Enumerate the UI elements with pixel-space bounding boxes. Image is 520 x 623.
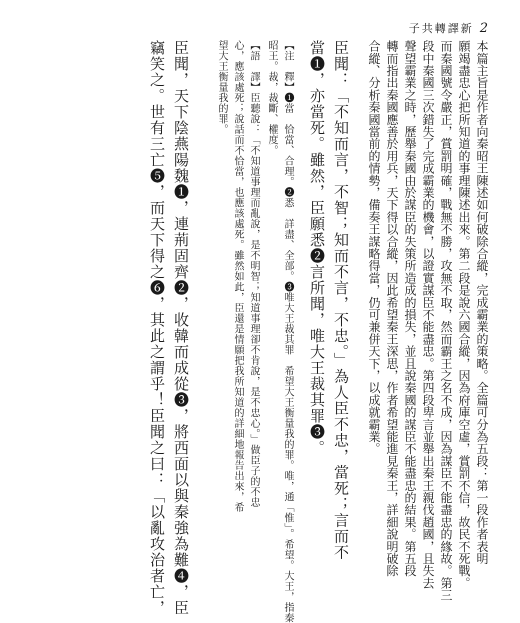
running-title: 子共轉譯新 <box>408 22 474 35</box>
intro-line-7: 合縱、分析秦國當前的情勢，備奏王謀略得當，仍可兼併天下，以成就霸業。 <box>367 40 381 455</box>
original-text-line-3: 臣聞，天下陰燕陽魏❶，連荊固齊❷，收韓而成從❸，將西面以與秦強為難❹，臣 <box>172 40 190 616</box>
intro-line-5: 聲望霸業之時，歷舉秦國由於謀臣的失策所造成的損失，並且說秦國的謀臣不能盡忠的結果。第五段 <box>403 40 417 577</box>
page-number: 2 <box>479 21 490 36</box>
page-header <box>409 20 490 36</box>
translation-line-1: 【語 譯】臣聽說：「不知道事理而亂說，是不明智；知道事理卻不肯說，是不忠心。」做臣子的不忠 <box>248 40 259 508</box>
translation-line-3: 望大王衡量我的罪。 <box>216 40 227 135</box>
intro-line-1: 本篇主旨是作者向秦昭王陳述如何破除合縱，完成霸業的策略。全篇可分為五段：第一段作者表明 <box>475 40 489 565</box>
original-text-line-4: 竊笑之。世有三亡❺，而天下得之❻，其此之謂乎！臣聞之曰：「以亂攻治者亡， <box>148 40 166 616</box>
translation-line-2: 心，應該處死；說話而不恰當，也應該處死。雖然如此，臣還是情願把我所知道的詳細地報告出來，希 <box>232 40 243 513</box>
intro-line-4: 段中秦國三次錯失了完成霸業的機會，以證實謀臣不能盡忠。第四段卑言並舉出秦王親伐趙國，且失去 <box>421 40 435 589</box>
intro-line-3: 而秦國號令嚴正，賞罰明確，戰無不勝，攻無不取，然而霸王之名不成，因為謀臣不能盡忠的緣故。第三 <box>439 40 453 602</box>
original-text-line-2: 當❶，亦當死。雖然，臣願悉❷言所聞，唯大王裁其罪❸。 <box>308 40 326 456</box>
intro-line-6: 轉而指出秦國應善於用兵，天下得以合縱，因此希望秦王深思，作者希望能進見秦王，詳細說明破除 <box>385 40 399 577</box>
annotation-line-1: 【注 釋】❶當 恰當、合理。❷悉 詳盡、全部。❸唯大王裁其罪 希望大王衡量我的罪。唯，通「惟」。希望。大王，指秦 <box>282 40 293 623</box>
annotation-line-2: 昭王。裁，裁斷、權度。 <box>266 40 277 156</box>
original-text-line-1: 臣聞：「不知而言，不智；知而不言，不忠。」為人臣不忠，當死；言而不 <box>332 40 350 561</box>
intro-line-2: 願竭盡忠心把所知道的事理陳述出來。第二段是說六國合縱，因為府庫空虛，賞罰不信，故民不死戰。 <box>457 40 471 589</box>
